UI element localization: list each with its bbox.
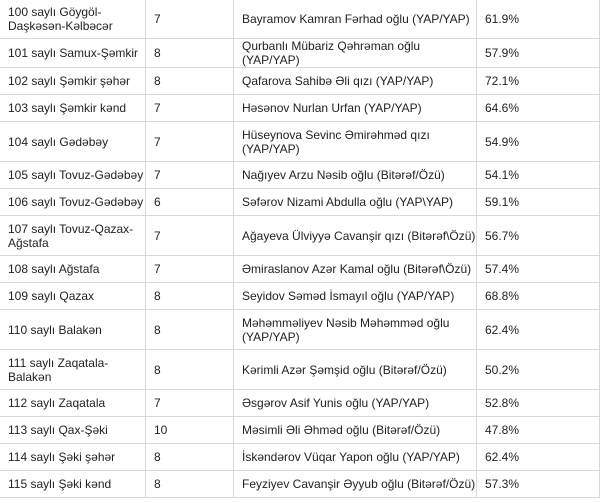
district-cell: 102 saylı Şəmkir şəhər <box>0 68 146 95</box>
candidates-count-cell: 7 <box>146 162 234 189</box>
table-row <box>0 310 600 350</box>
table-row <box>0 39 600 68</box>
winner-cell: Kərimli Azər Şəmşid oğlu (Bitərəf/Özü) <box>234 350 477 390</box>
winner-cell: Qafarova Sahibə Əli qızı (YAP/YAP) <box>234 68 477 95</box>
candidates-count-cell: 7 <box>146 95 234 122</box>
vote-percent-cell: 47.8% <box>477 417 600 444</box>
district-cell: 114 saylı Şəki şəhər <box>0 444 146 471</box>
candidates-count-cell: 8 <box>146 68 234 95</box>
winner-cell: Qurbanlı Mübariz Qəhrəman oğlu (YAP/YAP) <box>234 39 477 68</box>
district-cell: 104 saylı Gədəbəy <box>0 122 146 162</box>
district-cell: 105 saylı Tovuz-Gədəbəy <box>0 162 146 189</box>
district-cell: 106 saylı Tovuz-Gədəbəy <box>0 189 146 216</box>
district-cell: 110 saylı Balakən <box>0 310 146 350</box>
table-row <box>0 283 600 310</box>
vote-percent-cell: 52.8% <box>477 390 600 417</box>
vote-percent-cell: 50.2% <box>477 350 600 390</box>
table-row <box>0 189 600 216</box>
winner-cell: Əmiraslanov Azər Kamal oğlu (Bitərəf\Özü) <box>234 256 477 283</box>
candidates-count-cell: 8 <box>146 310 234 350</box>
table-row <box>0 68 600 95</box>
table-row <box>0 417 600 444</box>
table-row <box>0 350 600 390</box>
winner-cell: Əsgərov Asif Yunis oğlu (YAP/YAP) <box>234 390 477 417</box>
vote-percent-cell: 54.9% <box>477 122 600 162</box>
table-row <box>0 95 600 122</box>
winner-cell: İskəndərov Vüqar Yapon oğlu (YAP/YAP) <box>234 444 477 471</box>
winner-cell: Feyziyev Cavanşir Əyyub oğlu (Bitərəf/Özü) <box>234 471 477 498</box>
candidates-count-cell: 10 <box>146 417 234 444</box>
district-cell: 108 saylı Ağstafa <box>0 256 146 283</box>
table-row <box>0 444 600 471</box>
candidates-count-cell: 7 <box>146 0 234 39</box>
district-cell: 111 saylı Zaqatala-Balakən <box>0 350 146 390</box>
candidates-count-cell: 7 <box>146 216 234 256</box>
candidates-count-cell: 6 <box>146 189 234 216</box>
district-cell: 113 saylı Qax-Şəki <box>0 417 146 444</box>
candidates-count-cell: 8 <box>146 471 234 498</box>
winner-cell: Seyidov Səməd İsmayıl oğlu (YAP/YAP) <box>234 283 477 310</box>
table-row <box>0 122 600 162</box>
district-cell: 112 saylı Zaqatala <box>0 390 146 417</box>
district-cell: 100 saylı Göygöl-Daşkəsən-Kəlbəcər <box>0 0 146 39</box>
candidates-count-cell: 7 <box>146 122 234 162</box>
district-cell: 115 saylı Şəki kənd <box>0 471 146 498</box>
table-row <box>0 216 600 256</box>
table-row <box>0 471 600 498</box>
candidates-count-cell: 8 <box>146 39 234 68</box>
winner-cell: Nağıyev Arzu Nəsib oğlu (Bitərəf/Özü) <box>234 162 477 189</box>
district-cell: 107 saylı Tovuz-Qazax-Ağstafa <box>0 216 146 256</box>
district-cell: 103 saylı Şəmkir kənd <box>0 95 146 122</box>
table-row <box>0 162 600 189</box>
candidates-count-cell: 8 <box>146 444 234 471</box>
vote-percent-cell: 57.4% <box>477 256 600 283</box>
vote-percent-cell: 57.9% <box>477 39 600 68</box>
vote-percent-cell: 61.9% <box>477 0 600 39</box>
vote-percent-cell: 72.1% <box>477 68 600 95</box>
vote-percent-cell: 59.1% <box>477 189 600 216</box>
candidates-count-cell: 7 <box>146 256 234 283</box>
winner-cell: Bayramov Kamran Fərhad oğlu (YAP/YAP) <box>234 0 477 39</box>
district-cell: 109 saylı Qazax <box>0 283 146 310</box>
winner-cell: Hüseynova Sevinc Əmirəhməd qızı (YAP/YAP) <box>234 122 477 162</box>
vote-percent-cell: 62.4% <box>477 444 600 471</box>
winner-cell: Məsimli Əli Əhməd oğlu (Bitərəf/Özü) <box>234 417 477 444</box>
vote-percent-cell: 56.7% <box>477 216 600 256</box>
vote-percent-cell: 54.1% <box>477 162 600 189</box>
district-cell: 101 saylı Samux-Şəmkir <box>0 39 146 68</box>
table-row <box>0 390 600 417</box>
winner-cell: Məhəmməliyev Nəsib Məhəmməd oğlu (YAP/YAP) <box>234 310 477 350</box>
table-row <box>0 256 600 283</box>
table-row <box>0 0 600 39</box>
candidates-count-cell: 8 <box>146 283 234 310</box>
vote-percent-cell: 64.6% <box>477 95 600 122</box>
winner-cell: Səfərov Nizami Abdulla oğlu (YAP\YAP) <box>234 189 477 216</box>
candidates-count-cell: 7 <box>146 390 234 417</box>
winner-cell: Həsənov Nurlan Urfan (YAP/YAP) <box>234 95 477 122</box>
candidates-count-cell: 8 <box>146 350 234 390</box>
winner-cell: Ağayeva Ülviyyə Cavanşir qızı (Bitərəf\Özü) <box>234 216 477 256</box>
vote-percent-cell: 68.8% <box>477 283 600 310</box>
vote-percent-cell: 62.4% <box>477 310 600 350</box>
vote-percent-cell: 57.3% <box>477 471 600 498</box>
